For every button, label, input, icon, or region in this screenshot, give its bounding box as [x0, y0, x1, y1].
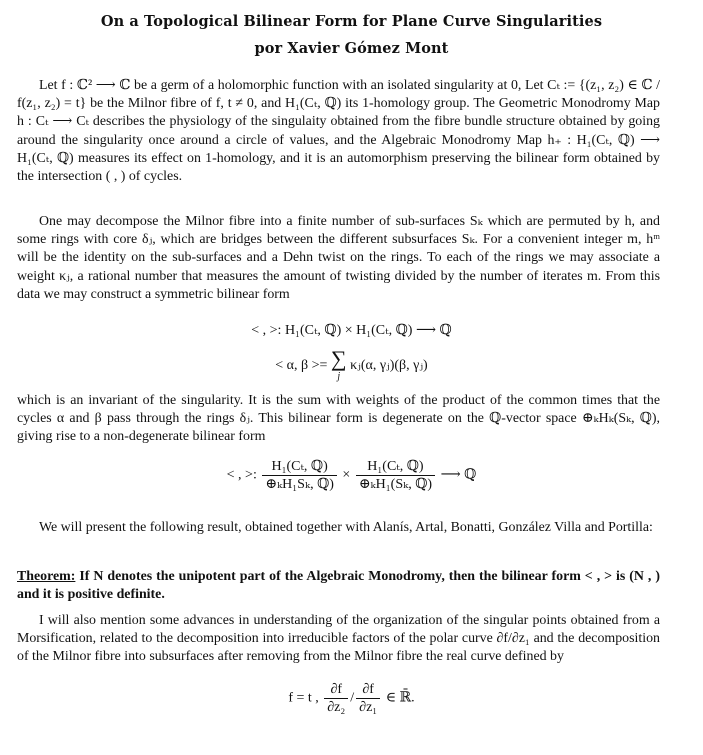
summation-symbol [331, 348, 347, 384]
equation-bilinear-sum [0, 348, 703, 384]
paragraph-intro-text: Let f : ℂ² ⟶ ℂ be a germ of a holomorphic function with an isolated singularity at 0, Let Cₜ := {(z₁, z₂) ∈ ℂ / f(z₁, z₂) = t} be the Milnor fibre of f, t ≠ 0, and H₁(Cₜ, ℚ) its 1-homology group. The Geometric Monodromy Map h : Cₜ ⟶ Cₜ describes the physiology of the singulaity obtained from the fibre bundle structure obtained by going around the singularity once around a circle of values, and the Algebraic Monodromy Map h₊ : H₁(Cₜ, ℚ) ⟶ H₁(Cₜ, ℚ) measures its effect on 1-homology, and it is an automorphism preserving the bilinear form obtained by the intersection ( , ) of cycles. [17, 78, 660, 185]
equation-quotient-rhs: ⟶ ℚ [440, 467, 477, 483]
partial-fraction-z2 [324, 681, 348, 716]
division-slash: / [350, 690, 355, 706]
sum-index: j [337, 371, 341, 382]
paragraph-intro [17, 77, 660, 186]
paragraph-morsification [17, 612, 660, 667]
partial-fraction-z1 [356, 681, 380, 716]
equation-real-curve-lhs: f = t , [288, 690, 319, 706]
equation-bilinear-map-text: < , >: H₁(Cₜ, ℚ) × H₁(Cₜ, ℚ) ⟶ ℚ [251, 323, 452, 338]
partial-denominator-z2: ∂z₂ [327, 700, 346, 715]
paragraph-collaborators-text: We will present the following result, obtained together with Alanís, Artal, Bonatti, González Villa and Portilla: [39, 520, 653, 535]
fraction-right [356, 458, 435, 493]
times-symbol: × [342, 467, 351, 483]
fraction-left [262, 458, 337, 493]
sigma-glyph: ∑ [330, 346, 347, 371]
author-line: por Xavier Gómez Mont [254, 40, 449, 57]
paragraph-collaborators [17, 519, 660, 537]
partial-numerator-z2: ∂f [324, 681, 348, 699]
fraction-right-denominator: ⊕ₖH₁(Sₖ, ℚ) [358, 477, 433, 492]
equation-quotient-lhs: < , >: [226, 467, 257, 483]
equation-bilinear-map [0, 322, 703, 339]
theorem-label: Theorem: [17, 569, 76, 584]
equation-real-curve-rhs: ∈ ℝ̄. [385, 690, 415, 706]
fraction-left-numerator: H₁(Cₜ, ℚ) [262, 458, 337, 476]
equation-sum-rhs: κⱼ(α, γⱼ)(β, γⱼ) [350, 358, 428, 374]
partial-numerator-z1: ∂f [356, 681, 380, 699]
theorem-text: If N denotes the unipotent part of the Algebraic Monodromy, then the bilinear form < , > is (N , ) and it is positive definite. [17, 569, 660, 603]
paragraph-decomposition [17, 213, 660, 304]
partial-denominator-z1: ∂z₁ [359, 700, 378, 715]
fraction-right-numerator: H₁(Cₜ, ℚ) [356, 458, 435, 476]
paragraph-morsification-text: I will also mention some advances in understanding of the organization of the singular points obtained from a Morsification, related to the decomposition into irreducible factors of the polar curve ∂f/∂z₁ and the decomposition of the Milnor fibre into subsurfaces after removing from the Milnor fibre the real curve defined by [17, 613, 660, 665]
equation-real-curve [0, 681, 703, 716]
paper-title: On a Topological Bilinear Form for Plane Curve Singularities [100, 13, 603, 30]
theorem-statement [17, 568, 660, 604]
paragraph-invariant-text: which is an invariant of the singularity. It is the sum with weights of the product of the common times that the cycles α and β pass through the rings δⱼ. This bilinear form is degenerate on the ℚ-vector space ⊕ₖHₖ(Sₖ, ℚ), giving rise to a non-degenerate bilinear form [17, 393, 660, 445]
paragraph-invariant [17, 392, 660, 447]
fraction-left-denominator: ⊕ₖH₁Sₖ, ℚ) [265, 477, 334, 492]
equation-sum-lhs: < α, β >= [275, 358, 328, 374]
equation-quotient-form [0, 458, 703, 493]
paragraph-decomposition-text: One may decompose the Milnor fibre into a finite number of sub-surfaces Sₖ which are permuted by h, and some rings with core δⱼ, which are bridges between the different subsurfaces Sₖ. For a convenient integer m, hᵐ will be the identity on the sub-surfaces and a Dehn twist on the rings. To each of the rings we may associate a weight κⱼ, a rational number that measures the amount of twisting divided by the number of iterates m. From this data we may construct a symmetric bilinear form [17, 214, 660, 302]
